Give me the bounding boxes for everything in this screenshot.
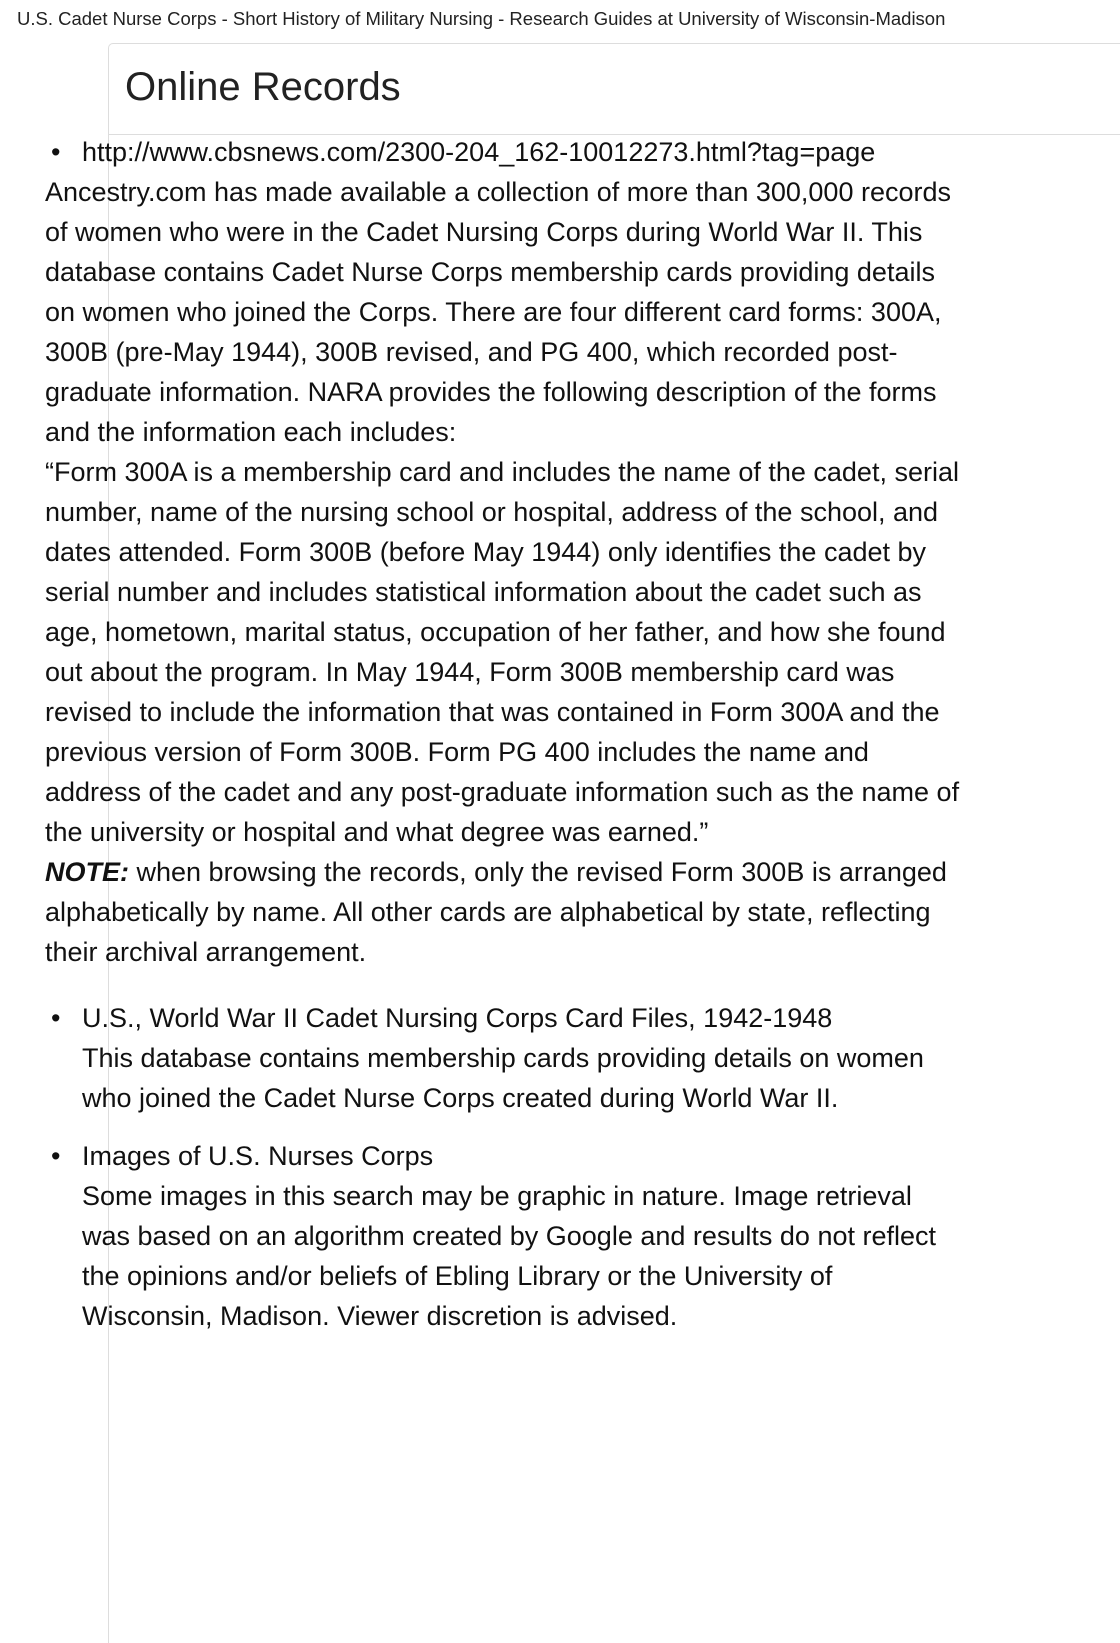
top-link-list (45, 132, 965, 172)
nara-quote-paragraph: “Form 300A is a membership card and includes the name of the cadet, serial number, name of the nursing school or hospital, address of the school, and dates attended. Form 300B (before May 1944) only identifies the cadet by serial number and includes statistical information about the cadet such as age, hometown, marital status, occupation of her father, and how she found out about the program. In May 1944, Form 300B membership card was revised to include the information that was contained in Form 300A and the previous version of Form 300B. Form PG 400 includes the name and address of the cadet and any post-graduate information such as the name of the university or hospital and what degree was earned.” (45, 457, 960, 847)
list-item (82, 1136, 965, 1336)
panel-body (45, 132, 965, 1336)
list-item (82, 998, 965, 1118)
note-paragraph (45, 852, 965, 972)
cbsnews-link[interactable]: http://www.cbsnews.com/2300-204_162-10012273.html?tag=page (82, 137, 876, 167)
panel-heading (109, 44, 1120, 135)
document-title: U.S. Cadet Nurse Corps - Short History of Military Nursing - Research Guides at University of Wisconsin-Madison (17, 8, 946, 29)
bottom-link-list (45, 998, 965, 1336)
card-files-description: This database contains membership cards providing details on women who joined the Cadet Nurse Corps created during World War II. (82, 1043, 924, 1113)
card-files-link[interactable]: U.S., World War II Cadet Nursing Corps Card Files, 1942-1948 (82, 1003, 833, 1033)
note-label: NOTE: (45, 857, 129, 887)
nurses-corps-images-link[interactable]: Images of U.S. Nurses Corps (82, 1141, 434, 1171)
panel-title: Online Records (125, 65, 401, 109)
intro-paragraph: Ancestry.com has made available a collection of more than 300,000 records of women who were in the Cadet Nursing Corps during World War II. This database contains Cadet Nurse Corps membership cards providing details on women who joined the Corps. There are four different card forms: 300A, 300B (pre-May 1944), 300B revised, and PG 400, which recorded post-graduate information. NARA provides the following description of the forms and the information each includes: (45, 177, 951, 447)
list-item (82, 132, 965, 172)
nurses-corps-images-description: Some images in this search may be graphic in nature. Image retrieval was based on an algorithm created by Google and results do not reflect the opinions and/or beliefs of Ebling Library or the University of Wisconsin, Madison. Viewer discretion is advised. (82, 1181, 937, 1331)
note-text: when browsing the records, only the revised Form 300B is arranged alphabetically by name. All other cards are alphabetical by state, reflecting their archival arrangement. (45, 857, 947, 967)
